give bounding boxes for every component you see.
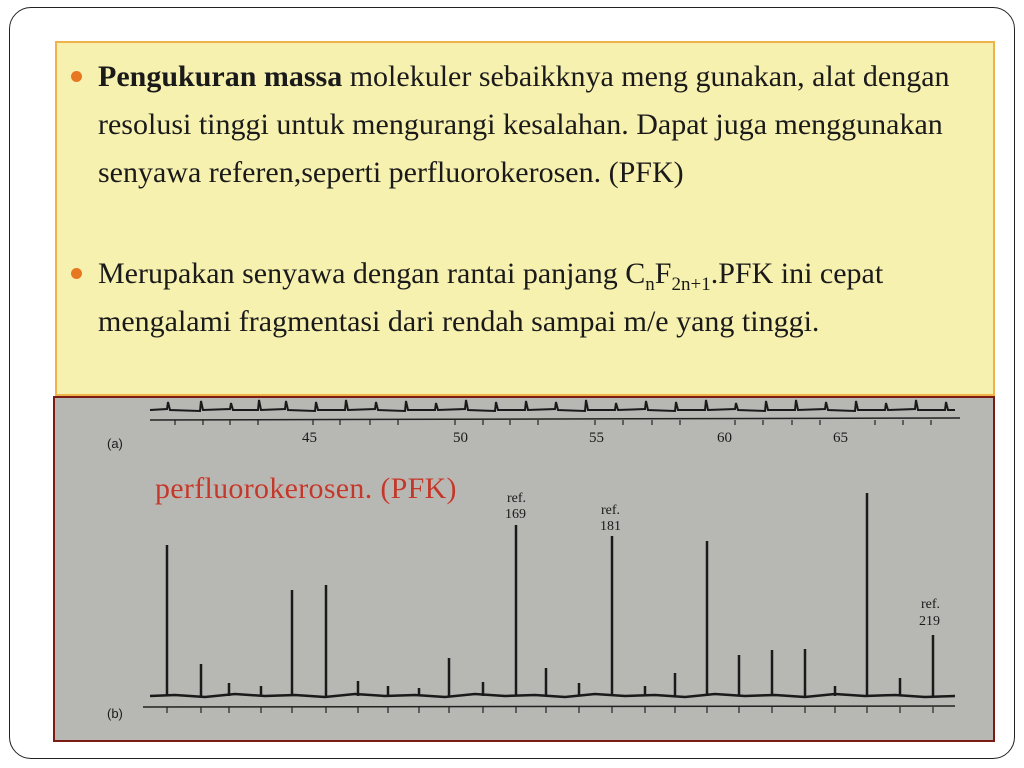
bullet-1-body: molekuler sebaikknya meng gunakan, alat dengan resolusi tinggi untuk mengurangi kesalahan. Dapat juga menggunakan senyawa referen,seperti perfluorokerosen. (PFK): [98, 60, 950, 189]
axis-a-ticks: [175, 420, 931, 425]
label-a: (a): [107, 436, 123, 451]
spectrum-a-trace: [150, 400, 955, 411]
axis-a-tick-45: 45: [302, 430, 317, 446]
axis-a-tick-50: 50: [453, 430, 468, 446]
ref-169-label: ref.: [507, 491, 527, 506]
axis-a-tick-60: 60: [717, 430, 732, 446]
bullet-2-sub-n: n: [645, 274, 655, 295]
bullet-text-1: [98, 53, 981, 197]
bullet-2-mid: F: [654, 257, 672, 290]
bullet-2-before: Merupakan senyawa dengan rantai panjang C: [98, 257, 646, 290]
axis-b-line: [143, 706, 955, 707]
ref-169-value: 169: [505, 507, 526, 522]
spectrum-image: [55, 398, 995, 742]
bullet-2-sub-2n1: 2n+1: [671, 274, 711, 295]
text-panel: [55, 41, 995, 396]
axis-a-tick-65: 65: [833, 430, 848, 446]
label-b: (b): [107, 706, 123, 721]
bullet-item-2: [71, 250, 981, 346]
bullet-dot-icon: [71, 71, 82, 82]
spectrum-b-peaks: [167, 493, 933, 696]
ref-181-label: ref.: [601, 503, 621, 518]
ref-219-label: ref.: [921, 597, 941, 612]
bullet-1-bold: Pengukuran massa: [98, 60, 343, 93]
axis-a-tick-55: 55: [589, 430, 604, 446]
overlay-caption: perfluorokerosen. (PFK): [155, 472, 457, 505]
bullet-2-after: .PFK ini cepat mengalami fragmentasi dari rendah sampai m/e yang tinggi.: [98, 257, 884, 338]
axis-a-line: [150, 418, 960, 420]
bullet-text-2: [98, 250, 981, 346]
ref-181-value: 181: [600, 519, 621, 534]
ref-219-value: 219: [919, 614, 940, 629]
bullet-item-1: [71, 53, 981, 197]
pfk-spectrum-figure: [53, 396, 995, 742]
bullet-dot-icon: [71, 268, 82, 279]
axis-b-ticks: [167, 707, 933, 713]
